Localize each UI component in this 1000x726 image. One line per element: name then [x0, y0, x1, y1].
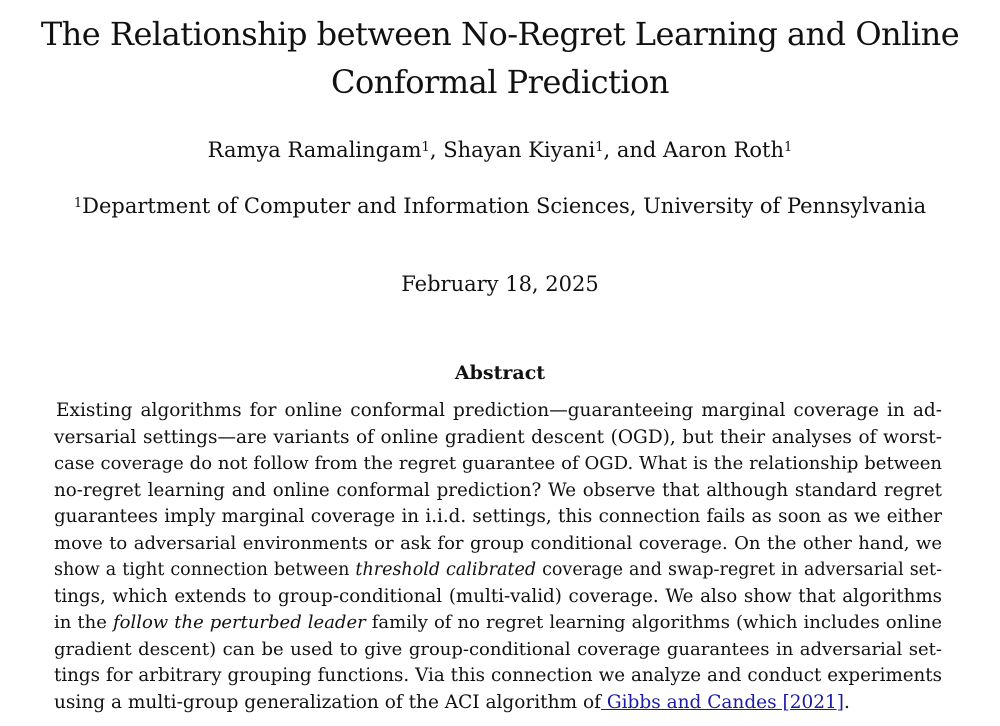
- affiliation-mark: 1: [421, 140, 430, 155]
- publication-date: February 18, 2025: [401, 272, 599, 296]
- abstract-emphasis: follow the perturbed leader: [112, 612, 366, 633]
- abstract-line: gradient descent) can be used to give group-conditional coverage guarantees in adversarial set-: [54, 638, 942, 660]
- citation-link[interactable]: Gibbs and Candes [2021]: [600, 691, 845, 713]
- abstract-line: tings, which extends to group-conditional (multi-valid) coverage. We also show that algorithms: [54, 585, 942, 607]
- abstract-heading: Abstract: [454, 362, 546, 384]
- abstract-line-text: Existing algorithms for online conformal prediction—guaranteeing marginal coverage in ad-: [56, 400, 942, 421]
- author-list: [0, 134, 1000, 166]
- abstract-body: [54, 398, 942, 716]
- author-name: Shayan Kiyani: [443, 138, 596, 162]
- affiliation-text: Department of Computer and Information Sciences, University of Pennsylvania: [82, 194, 927, 218]
- author-separator: ,: [429, 138, 444, 162]
- author-name: Ramya Ramalingam: [207, 138, 422, 162]
- abstract-text: .: [844, 691, 850, 713]
- affiliation-mark: 1: [784, 140, 793, 155]
- abstract-text: family of no regret learning algorithms (which includes online: [365, 612, 942, 633]
- author-separator: , and: [603, 138, 664, 162]
- abstract-text: show a tight connection between: [54, 560, 356, 580]
- abstract-line: tings for arbitrary grouping functions. Via this connection we analyze and conduct experiments: [54, 665, 942, 686]
- abstract-text: using a multi-group generalization of the ACI algorithm of: [54, 691, 601, 713]
- abstract-emphasis: threshold calibrated: [355, 560, 537, 580]
- abstract-line: [54, 690, 942, 717]
- abstract-line: [54, 610, 942, 637]
- abstract-line: versarial settings—are variants of online gradient descent (OGD), but their analyses of worst-: [54, 426, 942, 448]
- affiliation: [0, 190, 1000, 222]
- abstract-line: guarantees imply marginal coverage in i.i.d. settings, this connection fails as soon as we either: [54, 506, 942, 527]
- abstract-line: move to adversarial environments or ask for group conditional coverage. On the other hand, we: [54, 532, 942, 554]
- abstract-line: no-regret learning and online conformal prediction? We observe that although standard regret: [54, 479, 942, 501]
- affiliation-mark: 1: [73, 196, 83, 211]
- title-line-2: Conformal Prediction: [331, 63, 669, 101]
- abstract-line: [54, 557, 942, 584]
- abstract-line: case coverage do not follow from the regret guarantee of OGD. What is the relationship between: [54, 453, 942, 474]
- abstract-line: [54, 398, 942, 425]
- abstract-text: in the: [54, 612, 113, 633]
- title-line-1: The Relationship between No-Regret Learning and Online: [40, 15, 960, 53]
- author-name: Aaron Roth: [663, 138, 785, 162]
- abstract-text: coverage and swap-regret in adversarial set-: [536, 560, 942, 580]
- affiliation-mark: 1: [595, 140, 604, 155]
- paper-title: [0, 10, 1000, 106]
